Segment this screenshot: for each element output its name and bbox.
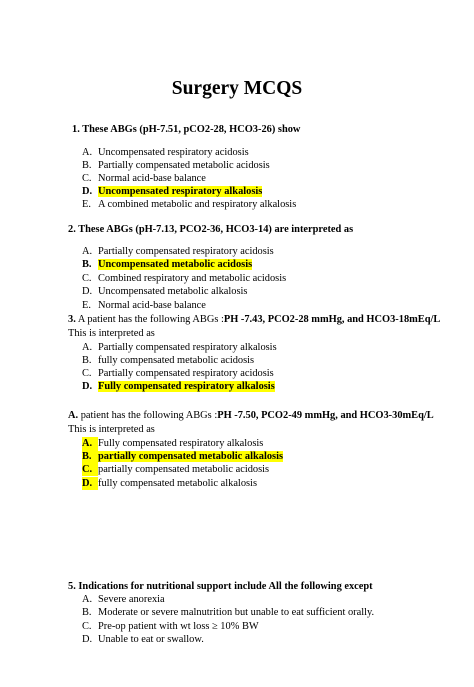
question-1-stem: 1. These ABGs (pH-7.51, pCO2-28, HCO3-26) show [72, 124, 301, 135]
option-text: partially compensated metabolic acidosis [98, 464, 270, 475]
option-letter: E. [82, 199, 91, 210]
q2-option-d [82, 285, 247, 298]
q1-option-a [82, 146, 249, 159]
option-text: Uncompensated respiratory acidosis [98, 147, 249, 158]
option-letter: A. [82, 246, 93, 257]
q3-option-a [82, 341, 277, 354]
question-5-stem: 5. Indications for nutritional support include All the following except [68, 581, 373, 592]
option-text: Partially compensated respiratory acidosis [98, 246, 274, 257]
option-letter: B. [82, 355, 92, 366]
question-4-stem-line2: This is interpreted as [68, 424, 155, 435]
q1-option-b [82, 159, 270, 172]
q3-option-c [82, 367, 274, 380]
question-number: A. [68, 410, 79, 421]
stem-text: patient has the following ABGs : [78, 410, 218, 421]
q4-option-b-answer [82, 450, 283, 463]
option-letter: A. [82, 147, 93, 158]
option-text: Uncompensated metabolic alkalosis [98, 286, 248, 297]
q1-option-d-answer [82, 185, 262, 198]
question-2-stem: 2. These ABGs (pH-7.13, PCO2-36, HCO3-14) are interpreted as [68, 224, 354, 235]
option-text: Combined respiratory and metabolic acidosis [98, 273, 287, 284]
page-title: Surgery MCQS [171, 78, 303, 99]
option-letter: D. [82, 286, 93, 297]
q2-option-a [82, 245, 274, 258]
q2-option-c [82, 272, 286, 285]
q5-option-c [82, 620, 259, 633]
stem-values: PH -7.43, PCO2-28 mmHg, and HCO3-18mEq/L [223, 314, 441, 325]
option-text: Normal acid-base balance [98, 173, 206, 184]
stem-values: PH -7.50, PCO2-49 mmHg, and HCO3-30mEq/L [217, 410, 434, 421]
q5-option-d [82, 633, 204, 646]
option-letter: B. [82, 607, 92, 618]
option-text: Pre-op patient with wt loss ≥ 10% BW [98, 621, 259, 632]
stem-text: A patient has the following ABGs : [75, 314, 224, 325]
option-text: Fully compensated respiratory alkalosis [98, 438, 264, 449]
highlighted-answer: Fully compensated respiratory alkalosis [98, 381, 275, 392]
highlighted-letter: D. [82, 477, 98, 490]
q2-option-e [82, 299, 206, 312]
option-letter: C. [82, 368, 92, 379]
q4-option-c [82, 463, 269, 476]
option-letter: D. [82, 186, 93, 197]
highlighted-answer: Uncompensated metabolic acidosis [98, 259, 253, 270]
option-letter: B. [82, 259, 92, 270]
option-text: Partially compensated metabolic acidosis [98, 160, 270, 171]
q4-option-d [82, 477, 257, 490]
option-letter: C. [82, 273, 92, 284]
option-text: fully compensated metabolic alkalosis [98, 478, 257, 489]
q3-option-b [82, 354, 254, 367]
highlighted-letter: C. [82, 463, 98, 476]
option-letter: A. [82, 342, 93, 353]
question-3-stem-line2: This is interpreted as [68, 328, 155, 339]
option-letter: E. [82, 300, 91, 311]
question-4-stem [68, 409, 434, 422]
q4-option-a [82, 437, 263, 450]
q2-option-b-answer [82, 258, 252, 271]
q5-option-b [82, 606, 374, 619]
option-letter: A. [82, 594, 93, 605]
highlighted-letter: A. [82, 437, 98, 450]
question-3-stem [68, 313, 440, 326]
option-text: Severe anorexia [98, 594, 165, 605]
highlighted-answer: partially compensated metabolic alkalosis [98, 451, 284, 462]
option-text: Partially compensated respiratory acidosis [98, 368, 274, 379]
option-text: Unable to eat or swallow. [98, 634, 204, 645]
option-text: fully compensated metabolic acidosis [98, 355, 255, 366]
option-text: A combined metabolic and respiratory alkalosis [98, 199, 297, 210]
question-number: 3. [68, 314, 76, 325]
highlighted-letter: B. [82, 450, 98, 463]
option-text: Partially compensated respiratory alkalosis [98, 342, 277, 353]
highlighted-answer: Uncompensated respiratory alkalosis [98, 186, 263, 197]
option-letter: C. [82, 173, 92, 184]
q5-option-a [82, 593, 165, 606]
q3-option-d-answer [82, 380, 275, 393]
q1-option-e [82, 198, 296, 211]
option-letter: B. [82, 160, 92, 171]
option-letter: C. [82, 621, 92, 632]
q1-option-c [82, 172, 206, 185]
option-text: Moderate or severe malnutrition but unable to eat sufficient orally. [98, 607, 375, 618]
option-letter: D. [82, 381, 93, 392]
option-text: Normal acid-base balance [98, 300, 206, 311]
option-letter: D. [82, 634, 93, 645]
